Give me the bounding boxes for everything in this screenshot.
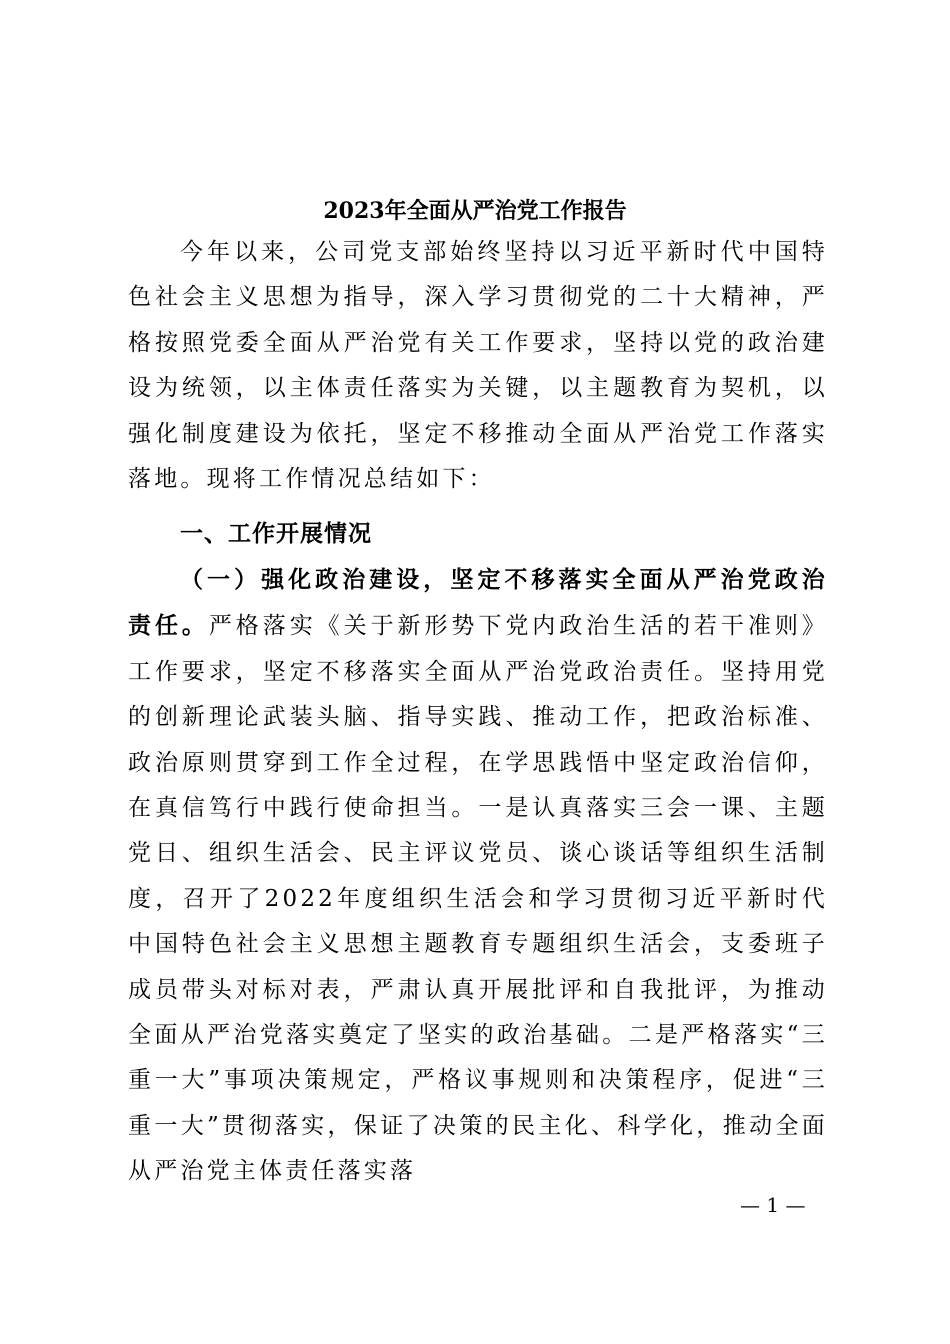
subsection-body: 严格落实《关于新形势下党内政治生活的若干准则》工作要求，坚定不移落实全面从严治党政治责任。坚持用党的创新理论武装头脑、指导实践、推动工作，把政治标准、政治原则贯穿到工作全过程，在学思践悟中坚定政治信仰，在真信笃行中践行使命担当。一是认真落实三会一课、主题党日、组织生活会、民主评议党员、谈心谈话等组织生活制度，召开了2022年度组织生活会和学习贯彻习近平新时代中国特色社会主义思想主题教育专题组织生活会，支委班子成员带头对标对表，严肃认真开展批评和自我批评，为推动全面从严治党落实奠定了坚实的政治基础。二是严格落实“三重一大”事项决策规定，严格议事规则和决策程序，促进“三重一大”贯彻落实，保证了决策的民主化、科学化，推动全面从严治党主体责任落实落 [128,613,828,1185]
intro-paragraph: 今年以来，公司党支部始终坚持以习近平新时代中国特色社会主义思想为指导，深入学习贯彻党的二十大精神，严格按照党委全面从严治党有关工作要求，坚持以党的政治建设为统领，以主体责任落实为关键，以主题教育为契机，以强化制度建设为依托，坚定不移推动全面从严治党工作落实落地。现将工作情况总结如下： [128,239,828,493]
page-number: — 1 — [740,1193,806,1217]
subsection-paragraph [128,557,828,1195]
subsection-heading: （一）强化政治建设，坚定不移落实全面从严治党政治责任。 [128,566,828,640]
document-title: 2023年全面从严治党工作报告 [323,198,627,224]
section-heading: 一、工作开展情况 [180,521,372,547]
